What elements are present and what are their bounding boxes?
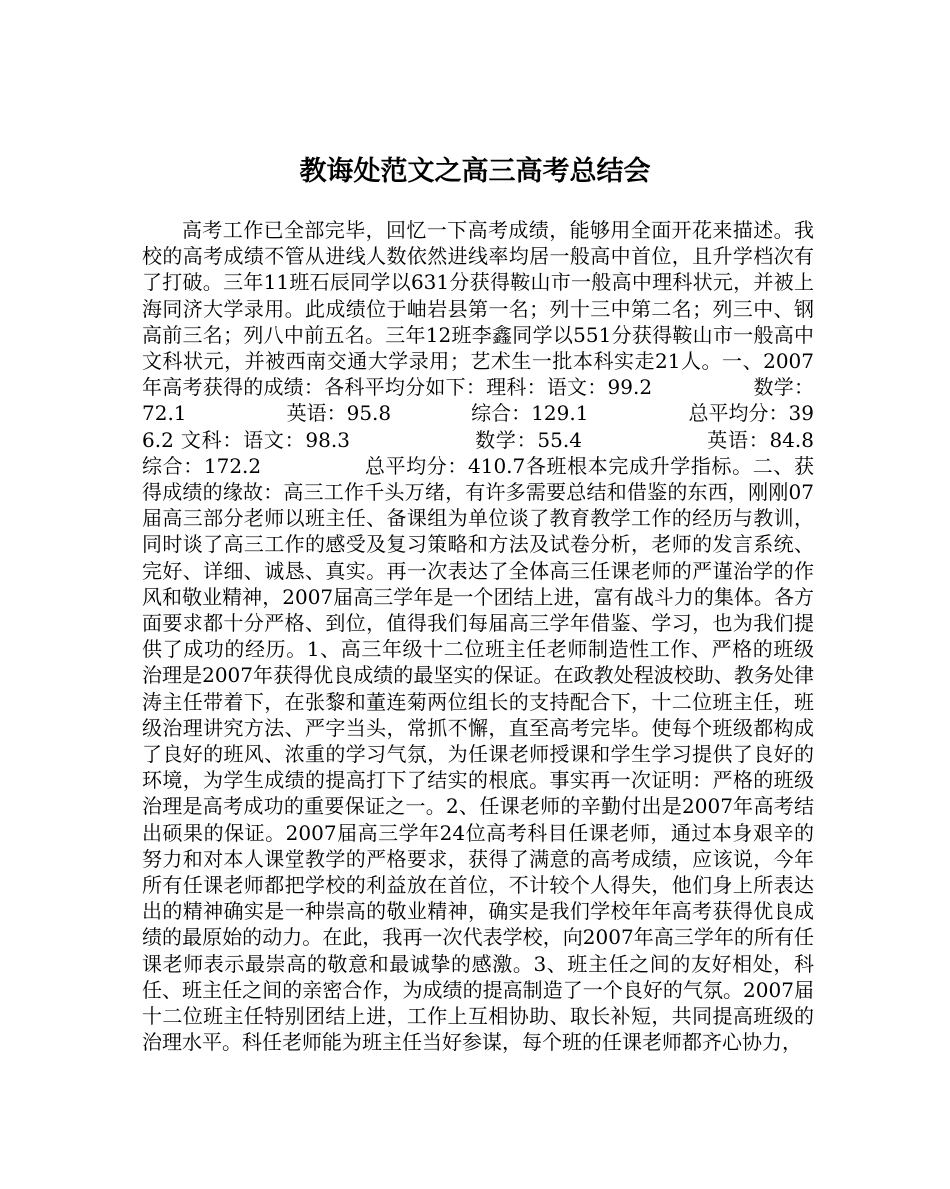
document-body-paragraph: 高考工作已全部完毕，回忆一下高考成绩，能够用全面开花来描述。我校的高考成绩不管从进线人数依然进线率均居一般高中首位，且升学档次有了打破。三年11班石辰同学以631分获得鞍山市一般高中理科状元，并被上海同济大学录用。此成绩位于岫岩县第一名；列十三中第二名；列三中、钢高前三名；列八中前五名。三年12班李鑫同学以551分获得鞍山市一般高中文科状元，并被西南交通大学录用；艺术生一批本科实走21人。一、2007年高考获得的成绩：各科平均分如下：理科：语文：99.2 数学：72.1 英语：95.8 综合：129.1 总平均分：396.2 文科：语文：98.3 数学：55.4 英语：84.8 综合：172.2 总平均分：410.7各班根本完成升学指标。二、获得成绩的缘故：高三工作千头万绪，有许多需要总结和借鉴的东西，刚刚07届高三部分老师以班主任、备课组为单位谈了教育教学工作的经历与教训，同时谈了高三工作的感受及复习策略和方法及试卷分析，老师的发言系统、完好、详细、诚恳、真实。再一次表达了全体高三任课老师的严谨治学的作风和敬业精神，2007届高三学年是一个团结上进，富有战斗力的集体。各方面要求都十分严格、到位，值得我们每届高三学年借鉴、学习，也为我们提供了成功的经历。1、高三年级十二位班主任老师制造性工作、严格的班级治理是2007年获得优良成绩的最坚实的保证。在政教处程波校助、教务处律涛主任带着下，在张黎和董连菊两位组长的支持配合下，十二位班主任，班级治理讲究方法、严字当头，常抓不懈，直至高考完毕。使每个班级都构成了良好的班风、浓重的学习气氛，为任课老师授课和学生学习提供了良好的环境，为学生成绩的提高打下了结实的根底。事实再一次证明：严格的班级治理是高考成功的重要保证之一。2、任课老师的辛勤付出是2007年高考结出硕果的保证。2007届高三学年24位高考科目任课老师，通过本身艰辛的努力和对本人课堂教学的严格要求，获得了满意的高考成绩，应该说，今年所有任课老师都把学校的利益放在首位，不计较个人得失，他们身上所表达出的精神确实是一种崇高的敬业精神，确实是我们学校年年高考获得优良成绩的最原始的动力。在此，我再一次代表学校，向2007年高三学年的所有任课老师表示最崇高的敬意和最诚挚的感激。3、班主任之间的友好相处，科任、班主任之间的亲密合作，为成绩的提高制造了一个良好的气氛。2007届十二位班主任特别团结上进，工作上互相协助、取长补短，共同提高班级的治理水平。科任老师能为班主任当好参谋，每个班的任课老师都齐心协力， xyxy=(142,218,894,1055)
document-title: 教诲处范文之高三高考总结会 xyxy=(299,156,651,188)
